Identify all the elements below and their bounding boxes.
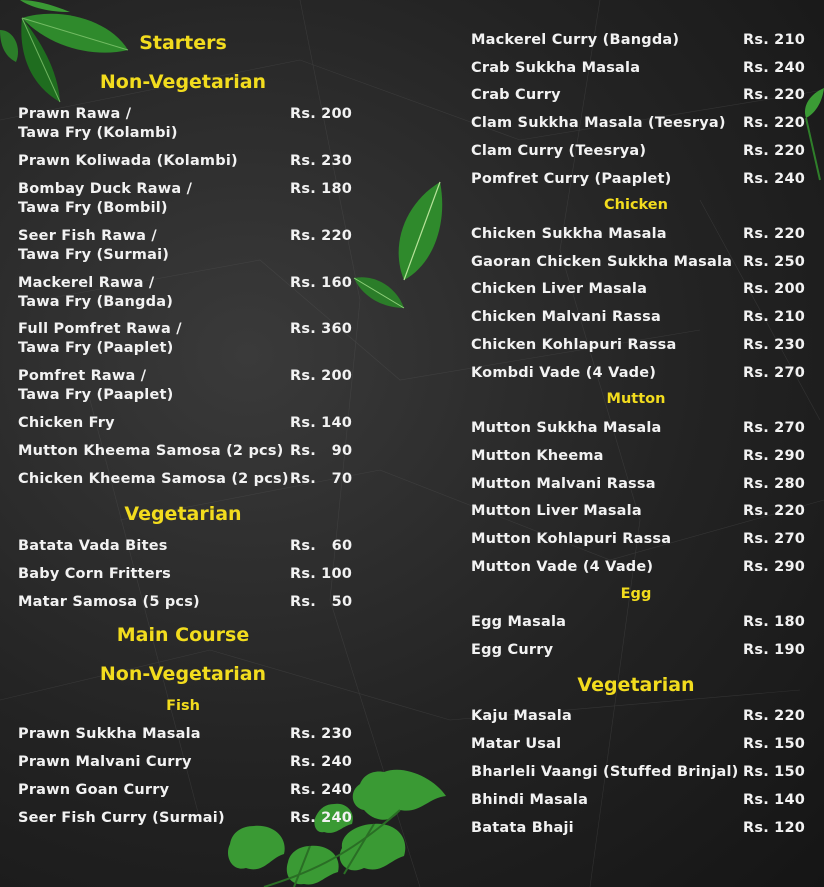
item-price: Rs. 240 [290, 782, 353, 798]
item-price: Rs. 160 [290, 275, 353, 291]
item-price: Rs. 210 [743, 32, 806, 48]
chicken-heading: Chicken [604, 197, 668, 213]
item-price: Rs. 220 [743, 115, 806, 131]
item-price: Rs. 220 [743, 503, 806, 519]
item-name: Bhindi Masala [471, 792, 589, 808]
item-price: Rs. 200 [290, 368, 353, 384]
item-name: Batata Bhaji [471, 820, 574, 836]
item-price: Rs. 220 [743, 143, 806, 159]
item-name: Batata Vada Bites [18, 538, 168, 554]
item-price: Rs. 50 [290, 594, 353, 610]
item-price: Rs. 90 [290, 443, 353, 459]
item-name: Matar Samosa (5 pcs) [18, 594, 200, 610]
item-price: Rs. 220 [743, 226, 806, 242]
item-price: Rs. 230 [743, 337, 806, 353]
item-name: Chicken Malvani Rassa [471, 309, 661, 325]
starters-heading: Starters [139, 32, 227, 54]
item-name: Kaju Masala [471, 708, 572, 724]
item-price: Rs. 70 [290, 471, 353, 487]
item-price: Rs. 270 [743, 365, 806, 381]
item-name: Clam Curry (Teesrya) [471, 143, 647, 159]
item-name: Mutton Vade (4 Vade) [471, 559, 654, 575]
starters-nonveg-heading: Non-Vegetarian [99, 71, 267, 93]
item-price: Rs. 290 [743, 448, 806, 464]
starters-veg-heading: Vegetarian [124, 503, 242, 525]
item-price: Rs. 270 [743, 531, 806, 547]
item-price: Rs. 140 [290, 415, 353, 431]
item-name: Chicken Kheema Samosa (2 pcs) [18, 471, 289, 487]
item-price: Rs. 200 [743, 281, 806, 297]
item-name: Pomfret Rawa / Tawa Fry (Paaplet) [18, 368, 174, 403]
item-price: Rs. 240 [743, 171, 806, 187]
item-name: Mackerel Rawa / Tawa Fry (Bangda) [18, 275, 174, 310]
item-price: Rs. 230 [290, 153, 353, 169]
item-name: Bombay Duck Rawa / Tawa Fry (Bombil) [18, 181, 193, 216]
item-name: Prawn Rawa / Tawa Fry (Kolambi) [18, 106, 178, 141]
leaf-top-left-icon [0, 0, 140, 110]
fish-heading: Fish [166, 698, 200, 714]
item-name: Prawn Goan Curry [18, 782, 170, 798]
item-price: Rs. 270 [743, 420, 806, 436]
item-name: Mutton Kheema [471, 448, 604, 464]
item-name: Full Pomfret Rawa / Tawa Fry (Paaplet) [18, 321, 182, 356]
item-price: Rs. 280 [743, 476, 806, 492]
item-name: Crab Curry [471, 87, 561, 103]
item-price: Rs. 250 [743, 254, 806, 270]
item-name: Kombdi Vade (4 Vade) [471, 365, 657, 381]
item-name: Mutton Malvani Rassa [471, 476, 656, 492]
item-price: Rs. 240 [290, 754, 353, 770]
item-name: Chicken Fry [18, 415, 115, 431]
egg-heading: Egg [620, 586, 652, 602]
item-price: Rs. 180 [743, 614, 806, 630]
item-price: Rs. 120 [743, 820, 806, 836]
item-price: Rs. 240 [290, 810, 353, 826]
item-price: Rs. 190 [743, 642, 806, 658]
item-name: Pomfret Curry (Paaplet) [471, 171, 672, 187]
item-name: Seer Fish Rawa / Tawa Fry (Surmai) [18, 228, 170, 263]
item-name: Crab Sukkha Masala [471, 60, 641, 76]
item-name: Clam Sukkha Masala (Teesrya) [471, 115, 726, 131]
item-price: Rs. 150 [743, 764, 806, 780]
leaf-middle-icon [352, 180, 447, 315]
item-name: Prawn Malvani Curry [18, 754, 192, 770]
item-name: Gaoran Chicken Sukkha Masala [471, 254, 733, 270]
item-price: Rs. 210 [743, 309, 806, 325]
item-price: Rs. 360 [290, 321, 353, 337]
item-name: Mutton Sukkha Masala [471, 420, 662, 436]
item-price: Rs. 60 [290, 538, 353, 554]
item-name: Mutton Liver Masala [471, 503, 642, 519]
item-price: Rs. 230 [290, 726, 353, 742]
item-price: Rs. 200 [290, 106, 353, 122]
item-name: Mutton Kohlapuri Rassa [471, 531, 672, 547]
item-name: Chicken Liver Masala [471, 281, 648, 297]
item-name: Baby Corn Fritters [18, 566, 172, 582]
item-price: Rs. 220 [743, 87, 806, 103]
item-price: Rs. 290 [743, 559, 806, 575]
item-name: Mutton Kheema Samosa (2 pcs) [18, 443, 284, 459]
item-name: Seer Fish Curry (Surmai) [18, 810, 225, 826]
main-course-heading: Main Course [116, 624, 250, 646]
item-name: Chicken Kohlapuri Rassa [471, 337, 677, 353]
item-name: Matar Usal [471, 736, 562, 752]
mutton-heading: Mutton [606, 391, 666, 407]
item-name: Prawn Koliwada (Kolambi) [18, 153, 238, 169]
item-name: Prawn Sukkha Masala [18, 726, 201, 742]
item-price: Rs. 100 [290, 566, 353, 582]
item-price: Rs. 140 [743, 792, 806, 808]
item-price: Rs. 240 [743, 60, 806, 76]
main-nonveg-heading: Non-Vegetarian [99, 663, 267, 685]
item-price: Rs. 150 [743, 736, 806, 752]
item-price: Rs. 220 [743, 708, 806, 724]
item-name: Bharleli Vaangi (Stuffed Brinjal) [471, 764, 739, 780]
item-name: Mackerel Curry (Bangda) [471, 32, 680, 48]
item-name: Egg Masala [471, 614, 567, 630]
item-price: Rs. 180 [290, 181, 353, 197]
item-name: Egg Curry [471, 642, 554, 658]
item-price: Rs. 220 [290, 228, 353, 244]
main-veg-heading: Vegetarian [577, 674, 695, 696]
item-name: Chicken Sukkha Masala [471, 226, 667, 242]
